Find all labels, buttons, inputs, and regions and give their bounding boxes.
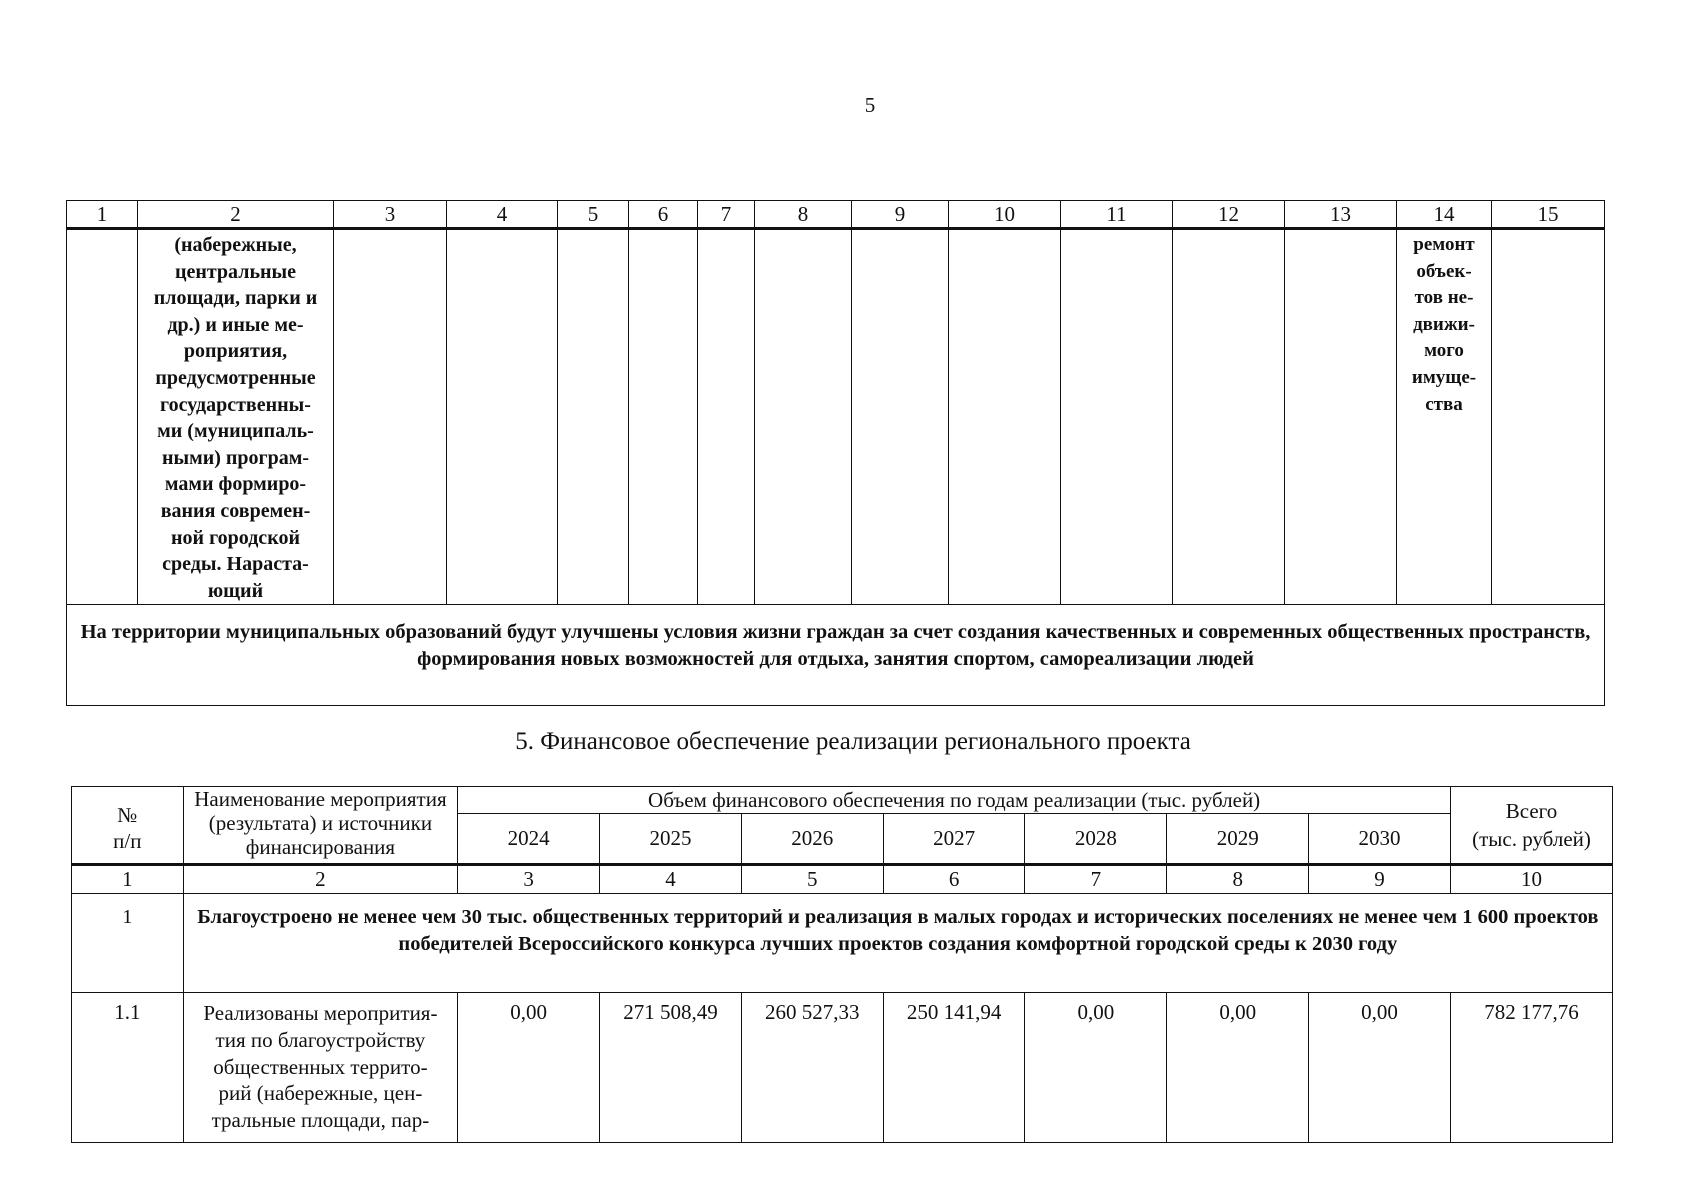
year-header: 2025 <box>600 814 742 865</box>
text-line: общественных террито- <box>213 1054 428 1079</box>
empty-cell <box>447 229 558 605</box>
total-cell: 782 177,76 <box>1451 993 1613 1143</box>
number-header <box>72 787 184 865</box>
column-number-row <box>67 201 1605 229</box>
header-line: Всего <box>1505 799 1558 823</box>
column-number-cell: 8 <box>755 201 852 229</box>
column-number-cell: 9 <box>1309 865 1451 894</box>
header-line: (результата) и источники <box>208 811 433 835</box>
column-number-cell: 5 <box>558 201 629 229</box>
column-number-cell: 4 <box>600 865 742 894</box>
value-cell: 0,00 <box>1309 993 1451 1143</box>
text-line: Реализованы меропрития- <box>203 1001 438 1025</box>
text-line: ющий <box>207 579 264 602</box>
indicator-name-cell <box>138 229 334 605</box>
column-number-cell: 10 <box>1451 865 1613 894</box>
empty-cell <box>852 229 949 605</box>
text-line: роприятия, <box>183 340 288 363</box>
empty-cell <box>1173 229 1285 605</box>
empty-cell <box>949 229 1061 605</box>
text-line: объек- <box>1416 260 1472 282</box>
column-number-cell: 3 <box>458 865 600 894</box>
goal-number: 1 <box>72 894 184 993</box>
text-line: др.) и иные ме- <box>167 313 304 336</box>
empty-cell <box>67 229 138 605</box>
text-line: ными) програм- <box>161 446 310 469</box>
column-number-cell: 2 <box>138 201 334 229</box>
year-header: 2024 <box>458 814 600 865</box>
text-line: ремонт <box>1413 234 1475 255</box>
text-line: имуще- <box>1411 366 1477 388</box>
text-line: тов не- <box>1414 287 1474 309</box>
text-line: мого <box>1424 340 1464 362</box>
value-cell: 0,00 <box>1025 993 1167 1143</box>
column-number-cell: 6 <box>883 865 1025 894</box>
text-line: ства <box>1425 393 1463 415</box>
value-cell: 260 527,33 <box>741 993 883 1143</box>
column-number-cell: 5 <box>741 865 883 894</box>
column-number-cell: 15 <box>1492 201 1605 229</box>
column-number-row <box>72 865 1613 894</box>
text-line: среды. Нараста- <box>162 553 309 576</box>
year-header: 2029 <box>1167 814 1309 865</box>
text-line: вания современ- <box>160 499 311 522</box>
year-header: 2030 <box>1309 814 1451 865</box>
item-row <box>72 993 1613 1143</box>
text-line: предусмотренные <box>155 366 316 389</box>
column-number-cell: 9 <box>852 201 949 229</box>
text-line: ной городской <box>171 526 300 549</box>
text-line: движи- <box>1413 313 1475 335</box>
text-line: рий (набережные, цен- <box>218 1081 423 1106</box>
header-line: Наименование мероприятия <box>194 787 447 811</box>
column-number-cell: 11 <box>1061 201 1173 229</box>
column-number-cell: 8 <box>1167 865 1309 894</box>
text-line: мами формиро- <box>164 473 307 496</box>
column-number-cell: 7 <box>698 201 755 229</box>
text-line: тия по благоустройству <box>215 1027 426 1052</box>
empty-cell <box>1061 229 1173 605</box>
text-line: центральные <box>174 260 297 283</box>
column-number-cell: 14 <box>1397 201 1492 229</box>
indicator-row <box>67 229 1605 605</box>
result-text: На территории муниципальных образований будут улучшены условия жизни граждан за счет создания качественных и современных общественных пространств, формирования новых возможностей для отдыха, занятия спортом, самореализации людей <box>67 605 1605 706</box>
header-line: (тыс. рублей) <box>1472 827 1591 851</box>
item-name <box>183 993 458 1143</box>
empty-cell <box>334 229 447 605</box>
results-table <box>66 200 1605 706</box>
goal-text: Благоустроено не менее чем 30 тыс. общественных территорий и реализация в малых городах и исторических поселениях не менее чем 1 600 проектов победителей Всероссийского конкурса лучших проектов создания комфортной городской среды к 2030 году <box>183 894 1612 993</box>
text-line: (набережные, <box>174 234 297 256</box>
value-cell: 0,00 <box>458 993 600 1143</box>
empty-cell <box>1492 229 1605 605</box>
result-row <box>67 605 1605 706</box>
page-number: 5 <box>864 93 876 117</box>
financing-table <box>71 786 1613 1143</box>
header-line: финансирования <box>245 835 396 859</box>
value-cell: 271 508,49 <box>600 993 742 1143</box>
empty-cell <box>558 229 629 605</box>
text-line: ми (муниципаль- <box>157 420 314 443</box>
column-number-cell: 2 <box>183 865 458 894</box>
text-line: площади, парки и <box>153 287 318 310</box>
text-line: тральные площади, пар- <box>211 1108 430 1133</box>
empty-cell <box>629 229 698 605</box>
year-header: 2028 <box>1025 814 1167 865</box>
empty-cell <box>698 229 755 605</box>
text-line: государственны- <box>160 393 311 416</box>
value-cell: 0,00 <box>1167 993 1309 1143</box>
column-number-cell: 7 <box>1025 865 1167 894</box>
empty-cell <box>1285 229 1397 605</box>
column-number-cell: 1 <box>67 201 138 229</box>
total-header <box>1451 787 1613 865</box>
empty-cell <box>755 229 852 605</box>
header-line: № <box>117 803 138 827</box>
header-row <box>72 787 1613 814</box>
volume-header: Объем финансового обеспечения по годам реализации (тыс. рублей) <box>458 787 1451 814</box>
column-number-cell: 6 <box>629 201 698 229</box>
column-number-cell: 12 <box>1173 201 1285 229</box>
item-number: 1.1 <box>72 993 184 1143</box>
work-type-cell <box>1397 229 1492 605</box>
column-number-cell: 3 <box>334 201 447 229</box>
value-cell: 250 141,94 <box>883 993 1025 1143</box>
section-title: 5. Финансовое обеспечение реализации регионального проекта <box>515 728 1191 755</box>
header-line: п/п <box>113 829 142 853</box>
name-header <box>183 787 458 865</box>
goal-row <box>72 894 1613 993</box>
column-number-cell: 13 <box>1285 201 1397 229</box>
column-number-cell: 4 <box>447 201 558 229</box>
column-number-cell: 1 <box>72 865 184 894</box>
column-number-cell: 10 <box>949 201 1061 229</box>
year-header: 2026 <box>741 814 883 865</box>
year-header: 2027 <box>883 814 1025 865</box>
